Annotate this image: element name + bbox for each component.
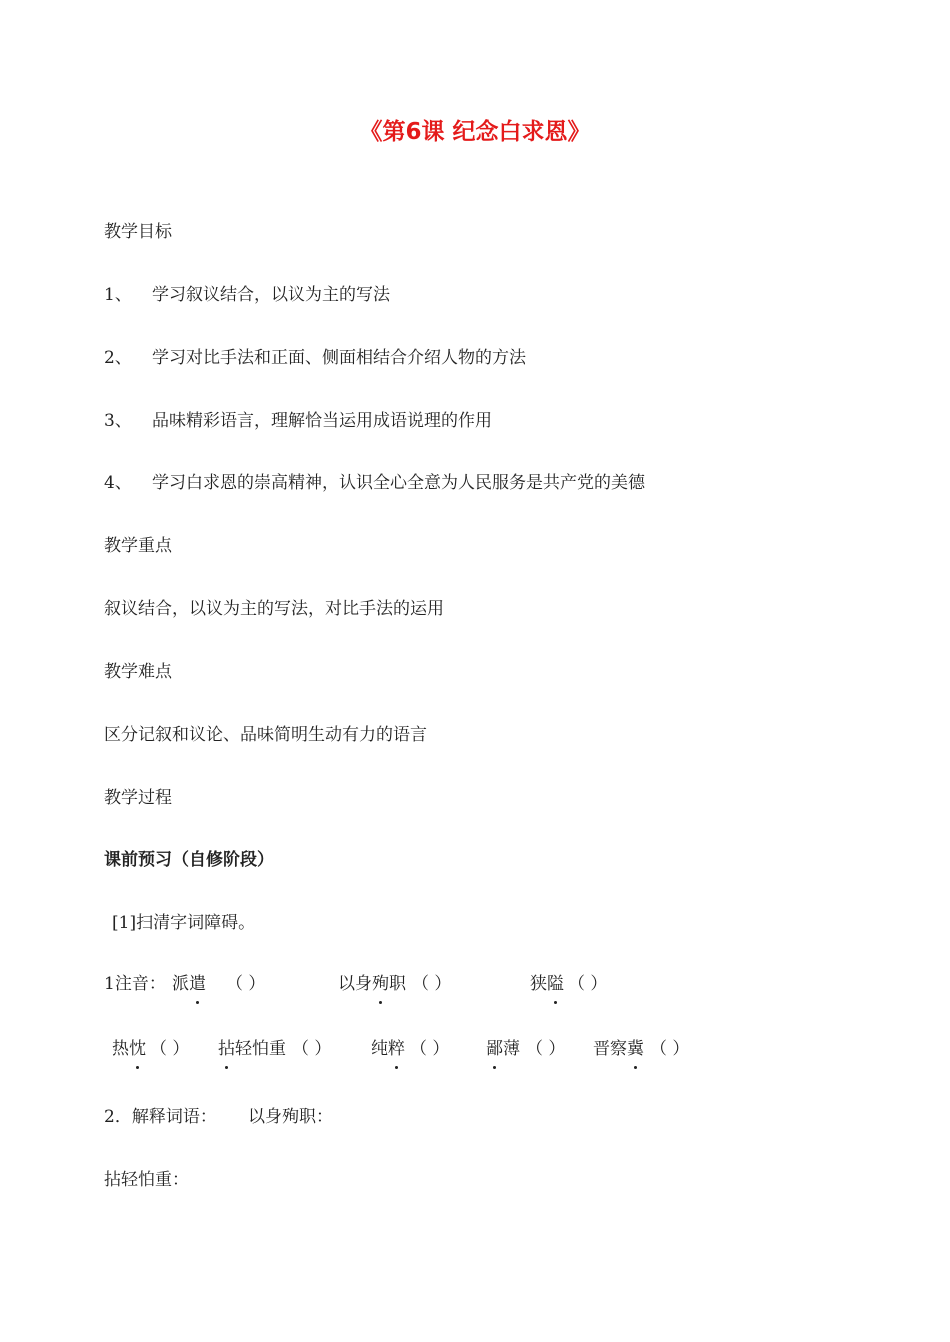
- dotted-char: 粹: [388, 1035, 405, 1063]
- explain-row: [104, 1103, 504, 1131]
- difficulty-text: 区分记叙和议论、品味简明生动有力的语言: [104, 725, 427, 745]
- phonetic-word: 以身殉职: [338, 970, 406, 998]
- document-title: 《第6课 纪念白求恩》: [359, 119, 591, 145]
- process-heading: 教学过程: [104, 788, 172, 808]
- phonetic-word: 派遣: [172, 970, 206, 998]
- dotted-char: 殉: [372, 970, 389, 998]
- dotted-char: 遣: [189, 970, 206, 998]
- dotted-char: 鄙: [486, 1035, 503, 1063]
- answer-blank: （ ）: [292, 1039, 332, 1059]
- goal-number: 4、: [104, 473, 132, 493]
- answer-blank: （ ）: [150, 1039, 190, 1059]
- phonetic-word: 晋察冀: [593, 1035, 644, 1063]
- goal-text: 学习对比手法和正面、侧面相结合介绍人物的方法: [152, 348, 526, 368]
- answer-blank: （ ）: [526, 1039, 566, 1059]
- phonetic-word: 热忱: [112, 1035, 146, 1063]
- phonetic-row-2: [112, 1035, 812, 1063]
- step-1-text: [1]扫清字词障碍。: [112, 913, 256, 933]
- phonetic-word: 拈轻怕重: [218, 1035, 286, 1063]
- phonetic-word: 鄙薄: [486, 1035, 520, 1063]
- goal-item-4: [104, 469, 645, 497]
- dotted-char: 冀: [627, 1035, 644, 1063]
- dotted-char: 忱: [129, 1035, 146, 1063]
- key-points-heading: 教学重点: [104, 536, 172, 556]
- explain-word: 拈轻怕重：: [104, 1170, 189, 1190]
- answer-blank: （ ）: [568, 974, 608, 994]
- goals-heading: 教学目标: [104, 222, 172, 242]
- difficulty-heading: 教学难点: [104, 662, 172, 682]
- dotted-char: 隘: [547, 970, 564, 998]
- answer-blank: （ ）: [412, 974, 452, 994]
- goal-item-3: [104, 407, 492, 435]
- phonetic-word: 纯粹: [371, 1035, 405, 1063]
- explain-word: 以身殉职：: [248, 1107, 333, 1127]
- phonetic-word: 狭隘: [530, 970, 564, 998]
- phonetic-label: 1注音：: [104, 974, 166, 994]
- goal-text: 品味精彩语言，理解恰当运用成语说理的作用: [152, 411, 492, 431]
- phonetic-row-1: [104, 970, 804, 998]
- goal-text: 学习白求恩的崇高精神，认识全心全意为人民服务是共产党的美德: [152, 473, 645, 493]
- key-points-text: 叙议结合，以议为主的写法，对比手法的运用: [104, 599, 444, 619]
- explain-label: 2．解释词语：: [104, 1107, 217, 1127]
- answer-blank: （ ）: [226, 974, 266, 994]
- goal-number: 1、: [104, 285, 132, 305]
- goal-number: 2、: [104, 348, 132, 368]
- goal-text: 学习叙议结合，以议为主的写法: [152, 285, 390, 305]
- dotted-char: 拈: [218, 1035, 235, 1063]
- preview-heading: 课前预习（自修阶段）: [104, 850, 274, 870]
- goal-item-2: [104, 344, 526, 372]
- goal-item-1: [104, 281, 390, 309]
- answer-blank: （ ）: [650, 1039, 690, 1059]
- goal-number: 3、: [104, 411, 132, 431]
- answer-blank: （ ）: [410, 1039, 450, 1059]
